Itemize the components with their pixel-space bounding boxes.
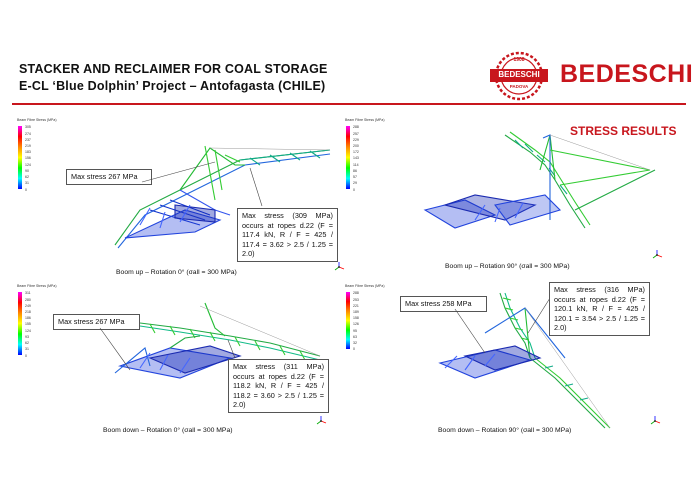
legend-tick: 172 [353,150,359,154]
legend-tick: 219 [25,144,31,148]
panel-boom-up-0 [0,110,345,280]
legend-title: Beam Fibre Stress (MPa) [345,118,385,122]
callout-rope-stress: Max stress (311 MPa) occurs at ropes d.22 (F = 118.2 kN, R / F = 425 / 118.2 = 3.60 > 2.5 / 1.25 = 2.0) [228,359,329,413]
axis-triad-icon [332,260,346,274]
legend-tick: 57 [353,175,357,179]
legend-tick: 90 [25,169,29,173]
legend-title: Beam Fibre Stress (MPa) [345,284,385,288]
callout-max-stress: Max stress 267 MPa [53,314,140,330]
slide-title-line2: E-CL ‘Blue Dolphin’ Project – Antofagasta (CHILE) [19,79,326,93]
legend-tick: 63 [353,335,357,339]
panel-boom-down-0 [0,278,345,448]
legend-tick: 288 [353,125,359,129]
fem-model-render [345,110,690,280]
legend-tick: 124 [25,163,31,167]
legend-tick: 155 [25,322,31,326]
legend-tick: 126 [353,322,359,326]
seal-city: PADOVA [509,84,529,89]
legend-tick: 156 [25,156,31,160]
legend-tick: 280 [25,298,31,302]
legend-title: Beam Fibre Stress (MPa) [17,284,57,288]
legend-tick: 311 [25,291,31,295]
legend-tick: 288 [353,291,359,295]
panel-caption: Boom down – Rotation 0° (σall = 300 MPa) [103,427,233,434]
legend-tick: 114 [353,163,359,167]
legend-tick: 124 [25,329,31,333]
callout-rope-stress: Max stress (309 MPa) occurs at ropes d.22 (F = 117.4 kN, R / F = 425 / 117.4 = 3.62 > 2.5 / 1.25 = 2.0) [237,208,338,262]
section-title: STRESS RESULTS [570,124,677,138]
callout-rope-stress: Max stress (316 MPa) occurs at ropes d.22 (F = 120.1 kN, R / F = 425 / 120.1 = 3.54 > 2.5 / 1.25 = 2.0) [549,282,650,336]
panel-caption: Boom up – Rotation 0° (σall = 300 MPa) [116,269,237,276]
legend-tick: 158 [353,316,359,320]
legend-tick: 0 [25,354,27,358]
legend-tick: 237 [25,138,31,142]
legend-tick: 189 [353,310,359,314]
legend-tick: 93 [25,335,29,339]
panel-boom-up-90 [345,110,690,280]
legend-tick: 274 [25,132,31,136]
seal-year: 1908 [513,57,525,63]
panel-boom-down-90 [345,278,690,448]
legend-tick: 183 [25,150,31,154]
legend-tick: 95 [353,329,357,333]
legend-tick: 31 [25,181,29,185]
legend-tick: 32 [353,341,357,345]
legend-tick: 0 [353,347,355,351]
axis-triad-icon [650,248,664,262]
legend-tick: 0 [25,188,27,192]
callout-max-stress: Max stress 267 MPa [66,169,152,185]
legend-tick: 229 [353,138,359,142]
panel-caption: Boom down – Rotation 90° (σall = 300 MPa) [438,427,572,434]
legend-tick: 221 [353,304,359,308]
legend-tick: 218 [25,310,31,314]
panel-caption: Boom up – Rotation 90° (σall = 300 MPa) [445,263,570,270]
legend-tick: 31 [25,347,29,351]
legend-tick: 253 [353,298,359,302]
header-divider [12,103,686,105]
legend-tick: 249 [25,304,31,308]
legend-tick: 200 [353,144,359,148]
legend-tick: 143 [353,156,359,160]
axis-triad-icon [648,414,662,428]
slide-title-line1: STACKER AND RECLAIMER FOR COAL STORAGE [19,62,328,76]
legend-tick: 86 [353,169,357,173]
legend-tick: 29 [353,181,357,185]
legend-tick: 305 [25,125,31,129]
axis-triad-icon [314,414,328,428]
brand-wordmark: BEDESCHI [560,60,694,88]
seal-name: BEDESCHI [498,70,540,79]
legend-title: Beam Fibre Stress (MPa) [17,118,57,122]
legend-tick: 62 [25,341,29,345]
legend-tick: 0 [353,188,355,192]
legend-tick: 62 [25,175,29,179]
callout-max-stress: Max stress 258 MPa [400,296,487,312]
legend-tick: 186 [25,316,31,320]
slide-header [0,0,696,105]
legend-tick: 257 [353,132,359,136]
